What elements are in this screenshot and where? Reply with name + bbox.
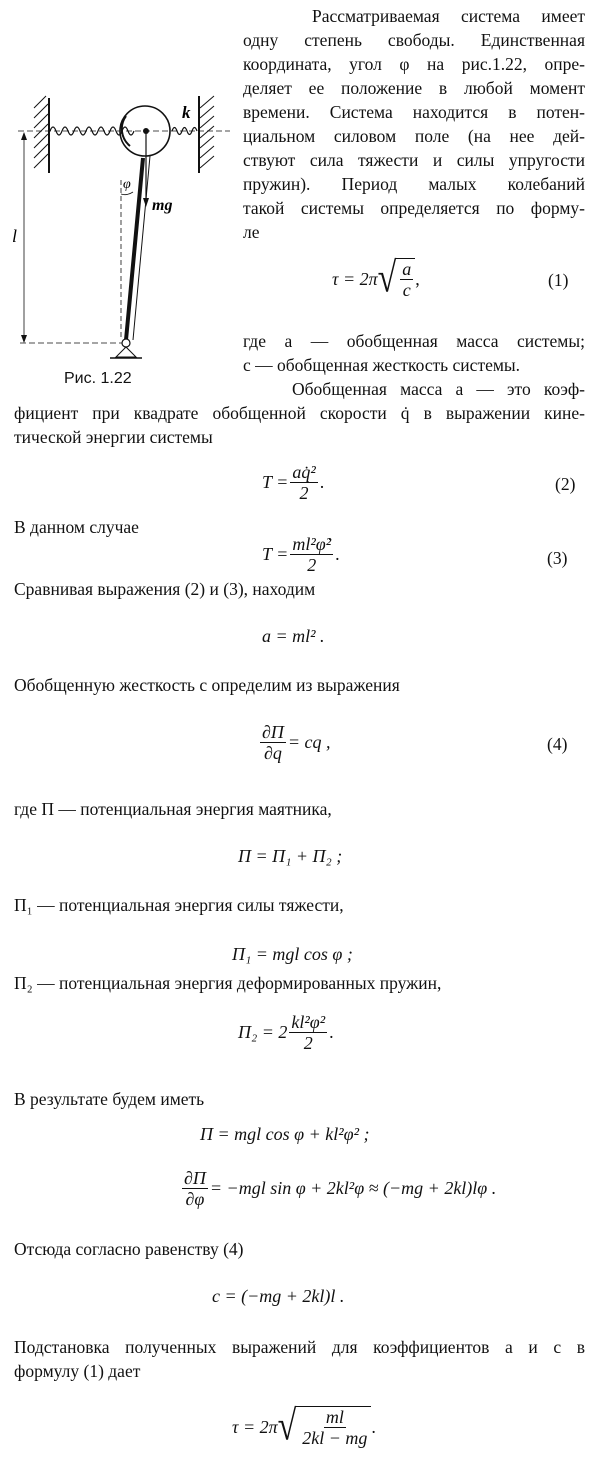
- figure-label-k: k: [182, 103, 191, 122]
- intro-line: ле: [243, 222, 260, 242]
- figure-caption: Рис. 1.22: [64, 370, 132, 387]
- formula-P2: П₂ = 2 $\frac{\text{kl²φ²}}{2}$ .: [238, 1012, 334, 1053]
- where-line: c — обобщенная жесткость системы.: [243, 355, 521, 375]
- where-line: где a — обобщенная масса системы;: [243, 331, 585, 351]
- text-line: Обобщенную жесткость c определим из выражения: [14, 675, 400, 695]
- text-line: В результате будем иметь: [14, 1089, 205, 1109]
- subst-line: Подстановка полученных выражений для коэффициентов a и c в: [14, 1337, 585, 1357]
- formula-2: T = $\frac{\text{aq̇²}}{2}$ .: [262, 462, 325, 503]
- intro-line: пружин). Период малых колебаний: [243, 174, 585, 194]
- subst-line: формулу (1) дает: [14, 1361, 141, 1381]
- formula-P1: П₁ = mgl cos φ ;: [232, 944, 353, 964]
- intro-line: координата, угол φ на рис.1.22, опре-: [243, 54, 585, 74]
- text-line: Отсюда согласно равенству (4): [14, 1239, 244, 1259]
- figure-label-phi: φ: [123, 177, 131, 192]
- text-line: Сравнивая выражения (2) и (3), находим: [14, 579, 316, 599]
- formula-3: T = $\frac{\text{ml²φ̇²}}{2}$ .: [262, 534, 340, 575]
- intro-line: Рассматриваемая система имеет: [312, 6, 585, 26]
- intro-line: времени. Система находится в потен-: [243, 102, 585, 122]
- formula-P: П = П₁ + П₂ ;: [238, 846, 343, 866]
- equation-number: (1): [548, 270, 569, 290]
- figure-pendulum: [0, 60, 240, 390]
- formula-c: c = (−mg + 2kl)l .: [212, 1286, 345, 1306]
- equation-number: (2): [555, 474, 576, 494]
- formula-final: τ = 2π √ $\frac{ml}{2kl - mg}$ .: [232, 1403, 376, 1450]
- text-line: где П — потенциальная энергия маятника,: [14, 799, 332, 819]
- text-line: П₁ — потенциальная энергия силы тяжести,: [14, 895, 344, 915]
- intro-line: деляет ее положение в любой момент: [243, 78, 585, 98]
- figure-label-mg: mg: [152, 197, 173, 214]
- formula-a: a = ml² .: [262, 626, 325, 646]
- intro-line: такой системы определяется по форму-: [243, 198, 585, 218]
- intro-line: ствуют сила тяжести и силы упругости: [243, 150, 585, 170]
- intro-line: одну степень свободы. Единственная: [243, 30, 585, 50]
- mass-line: тической энергии системы: [14, 427, 213, 447]
- intro-line: циальном силовом поле (на нее дей-: [243, 126, 585, 146]
- mass-line: фициент при квадрате обобщенной скорости q̇ в выражении кине-: [14, 403, 585, 423]
- mass-line: Обобщенная масса a — это коэф-: [292, 379, 585, 399]
- text-line: П₂ — потенциальная энергия деформированных пружин,: [14, 973, 442, 993]
- text-line: В данном случае: [14, 517, 139, 537]
- equation-number: (3): [547, 548, 568, 568]
- formula-4: $\frac{\partial П}{\partial q}$ = cq ,: [262, 722, 331, 763]
- equation-number: (4): [547, 734, 568, 754]
- formula-dP-dphi: $\frac{\partial П}{\partial\varphi}$ = −mgl sin φ + 2kl²φ ≈ (−mg + 2kl)lφ .: [184, 1168, 497, 1209]
- formula-1: τ = 2π √ $\frac{a}{c}$ ,: [332, 255, 420, 302]
- figure-label-l: l: [12, 226, 18, 246]
- formula-P-total: П = mgl cos φ + kl²φ² ;: [200, 1124, 370, 1144]
